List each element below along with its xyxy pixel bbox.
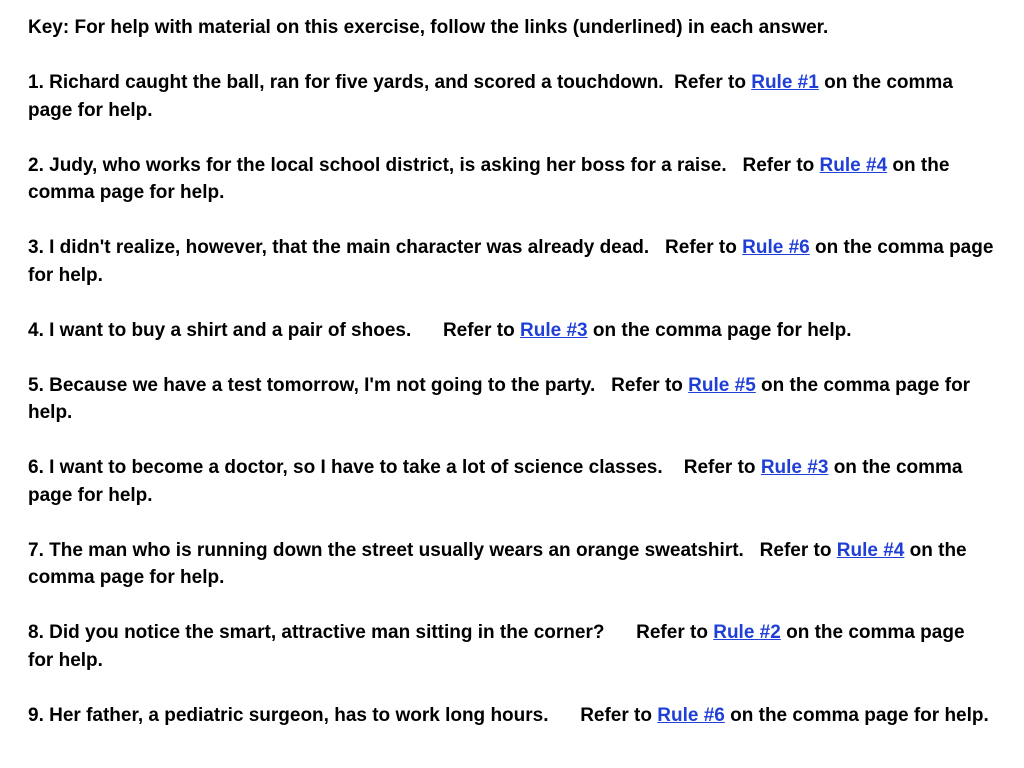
answer-item-7 [28, 537, 994, 592]
refer-text: Refer to [683, 457, 761, 478]
answer-sentence: 8. Did you notice the smart, attractive man sitting in the corner? [28, 622, 605, 643]
rule-link-5[interactable]: Rule #5 [688, 374, 756, 396]
answer-item-9 [28, 702, 994, 730]
refer-suffix: on the comma page for help. [28, 237, 994, 286]
answer-sentence: 4. I want to buy a shirt and a pair of shoes. [28, 319, 412, 341]
answer-item-8 [28, 619, 994, 674]
answer-item-4 [28, 317, 994, 345]
answer-sentence: 3. I didn't realize, however, that the main character was already dead. [28, 237, 650, 258]
refer-suffix: on the comma page for help. [28, 72, 953, 121]
refer-text: Refer to [580, 704, 658, 726]
answer-item-5 [28, 372, 994, 427]
answer-gap [649, 237, 665, 258]
answer-gap [727, 155, 743, 176]
answer-sentence: 2. Judy, who works for the local school district, is asking her boss for a raise. [28, 154, 727, 176]
refer-text: Refer to [636, 622, 714, 643]
rule-link-4[interactable]: Rule #4 [819, 154, 888, 176]
refer-suffix: on the comma page for help. [28, 622, 965, 671]
answer-gap [664, 72, 675, 93]
refer-suffix: on the comma page for help. [587, 319, 852, 341]
answer-gap [663, 457, 684, 478]
rule-link-3[interactable]: Rule #3 [520, 319, 588, 341]
answer-item-2 [28, 152, 994, 207]
refer-text: Refer to [665, 237, 743, 258]
answer-sentence: 6. I want to become a doctor, so I have to take a lot of science classes. [28, 457, 663, 478]
refer-suffix: on the comma page for help. [28, 374, 971, 423]
rule-link-6[interactable]: Rule #6 [742, 237, 810, 258]
refer-suffix: on the comma page for help. [28, 457, 963, 506]
answer-gap [549, 705, 581, 726]
answer-sentence: 7. The man who is running down the street usually wears an orange sweatshirt. [28, 539, 744, 561]
answer-sentence: 1. Richard caught the ball, ran for five yards, and scored a touchdown. [28, 72, 664, 93]
key-instruction: Key: For help with material on this exercise, follow the links (underlined) in each answer. [28, 17, 829, 38]
refer-text: Refer to [611, 374, 689, 396]
answer-sentence: 9. Her father, a pediatric surgeon, has to work long hours. [28, 704, 549, 726]
refer-text: Refer to [742, 154, 820, 176]
answer-gap [411, 320, 443, 341]
answer-key-slide [28, 14, 994, 729]
rule-link-2[interactable]: Rule #2 [713, 622, 781, 643]
rule-link-4[interactable]: Rule #4 [836, 539, 905, 561]
refer-text: Refer to [442, 319, 521, 341]
answer-gap [604, 622, 636, 643]
refer-text: Refer to [674, 72, 752, 93]
answer-sentence: 5. Because we have a test tomorrow, I'm not going to the party. [28, 374, 596, 396]
answer-gap [744, 540, 760, 561]
rule-link-3[interactable]: Rule #3 [760, 457, 829, 478]
refer-suffix: on the comma page for help. [28, 154, 950, 203]
refer-suffix: on the comma page for help. [28, 539, 967, 588]
refer-text: Refer to [759, 539, 837, 561]
rule-link-1[interactable]: Rule #1 [751, 72, 819, 93]
answer-item-1 [28, 69, 994, 124]
refer-suffix: on the comma page for help. [724, 704, 989, 726]
rule-link-6[interactable]: Rule #6 [657, 704, 725, 726]
answer-item-3 [28, 234, 994, 289]
answer-item-6 [28, 454, 994, 509]
answer-gap [595, 375, 611, 396]
